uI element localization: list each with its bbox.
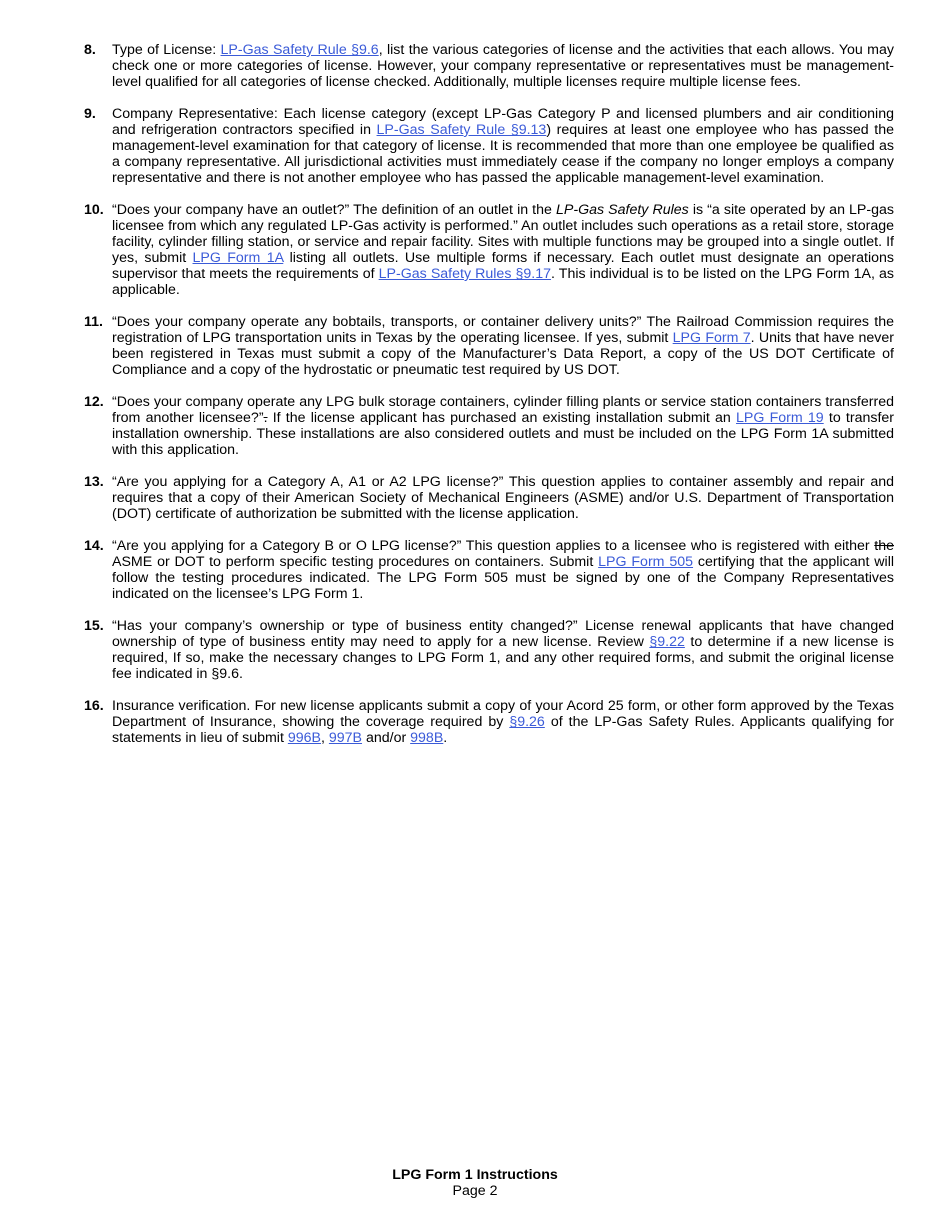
emphasized-text: LP-Gas Safety Rules [556,202,689,218]
text-segment: “Does your company operate any LPG bulk storage containers, cylinder filling plants or service station containers transferred from another licensee?” [112,394,894,426]
instruction-item [84,698,894,746]
text-segment: and/or [362,730,411,746]
text-segment: ) requires at least one employee who has passed the management-level examination for that category of license. It is recommended that more than one employee be qualified as a company representative. All jurisdictional activities must immediately cease if the company no longer employs a company representative and there is not another employee who has passed the applicable management-level examination. [112,122,894,186]
text-segment: . [443,730,448,746]
reference-link[interactable]: LPG Form 1A [192,250,284,266]
text-segment: “Does your company operate any bobtails, transports, or container delivery units?” The Railroad Commission requires the registration of LPG transportation units in Texas by the operating licensee. If yes, submit [112,314,894,346]
instructions-list [84,42,894,762]
item-number: 12. [84,394,104,410]
reference-link[interactable]: LP-Gas Safety Rule §9.13 [376,122,547,138]
instruction-item [84,474,894,522]
struck-text: the [874,538,894,554]
text-segment: “Are you applying for a Category A, A1 or A2 LPG license?” This question applies to container assembly and repair and requires that a copy of their American Society of Mechanical Engineers (ASME) and/or U.S. Department of Transportation (DOT) certificate of authorization be submitted with the license application. [112,474,894,522]
instruction-item [84,314,894,378]
instruction-item [84,538,894,602]
item-number: 11. [84,314,103,330]
item-number: 14. [84,538,104,554]
item-text [112,106,894,186]
text-segment: of the LP-Gas Safety Rules. Applicants qualifying for statements in lieu of submit [112,714,895,746]
reference-link[interactable]: LPG Form 505 [598,554,694,570]
reference-link[interactable]: §9.22 [649,634,685,650]
item-text [112,202,894,298]
reference-link[interactable]: LP-Gas Safety Rules §9.17 [378,266,552,282]
reference-link[interactable]: 997B [328,730,363,746]
item-number: 13. [84,474,104,490]
instruction-item [84,394,894,458]
item-text [112,394,894,458]
text-segment: Insurance verification. For new license applicants submit a copy of your Acord 25 form, or other form approved by the Texas Department of Insurance, showing the coverage required by [112,698,894,730]
text-segment: ASME or DOT to perform specific testing procedures on containers. Submit [112,554,599,570]
page-footer [0,1167,950,1199]
item-number: 10. [84,202,104,218]
text-segment: “Has your company’s ownership or type of business entity changed?” License renewal applicants that have changed ownership of type of business entity may need to apply for a new license. Review [112,618,894,650]
text-segment: If the license applicant has purchased an existing installation submit an [267,410,737,426]
item-number: 15. [84,618,104,634]
item-number: 9. [84,106,96,122]
reference-link[interactable]: LPG Form 7 [672,330,751,346]
text-segment: , [321,730,329,746]
item-number: 8. [84,42,96,58]
text-segment: “Does your company have an outlet?” The definition of an outlet in the [112,202,556,218]
item-text [112,42,894,90]
item-text [112,538,894,602]
reference-link[interactable]: §9.26 [509,714,545,730]
reference-link[interactable]: 996B [287,730,321,746]
text-segment: Type of License: [112,42,221,58]
text-segment: Company Representative: Each license category (except LP-Gas Category P and licensed plumbers and air conditioning and refrigeration contractors specified in [112,106,894,138]
text-segment: certifying that the applicant will follow the testing procedures indicated. The LPG Form 505 must be signed by one of the Company Representatives indicated on the licensee’s LPG Form 1. [112,554,894,602]
text-segment: “Are you applying for a Category B or O LPG license?” This question applies to a licensee who is registered with either [112,538,875,554]
reference-link[interactable]: LPG Form 19 [736,410,824,426]
instruction-item [84,106,894,186]
text-segment: . Units that have never been registered in Texas must submit a copy of the Manufacturer’s Data Report, a copy of the US DOT Certificate of Compliance and a copy of the hydrostatic or pneumatic test required by US DOT. [112,330,894,378]
text-segment: to determine if a new license is required, If so, make the necessary changes to LPG Form 1, and any other required forms, and submit the original license fee indicated in §9.6. [112,634,895,682]
text-segment: to transfer installation ownership. These installations are also considered outlets and must be included on the LPG Form 1A submitted with this application. [112,410,895,458]
text-segment: listing all outlets. Use multiple forms if necessary. Each outlet must designate an operations supervisor that meets the requirements of [112,250,894,282]
page-number: Page 2 [452,1183,498,1199]
instruction-item [84,618,894,682]
text-segment: , list the various categories of license and the activities that each allows. You may check one or more categories of license. However, your company representative or representatives must be management-level qualified for all categories of license checked. Additionally, multiple licenses require multiple license fees. [112,42,894,90]
struck-text: . [263,410,268,426]
item-number: 16. [84,698,104,714]
reference-link[interactable]: 998B [410,730,444,746]
item-text [112,474,894,522]
instruction-item [84,42,894,90]
item-text [112,698,894,746]
item-text [112,314,894,378]
instruction-item [84,202,894,298]
text-segment: is “a site operated by an LP-gas licensee from which any regulated LP-Gas activity is performed.” An outlet includes such operations as a retail store, storage facility, cylinder filling station, or service and repair facility. Sites with multiple functions may be grouped into a single outlet. If yes, submit [112,202,894,266]
footer-title: LPG Form 1 Instructions [392,1167,558,1183]
item-text [112,618,894,682]
reference-link[interactable]: LP-Gas Safety Rule §9.6 [220,42,379,58]
text-segment: . This individual is to be listed on the LPG Form 1A, as applicable. [112,266,894,298]
